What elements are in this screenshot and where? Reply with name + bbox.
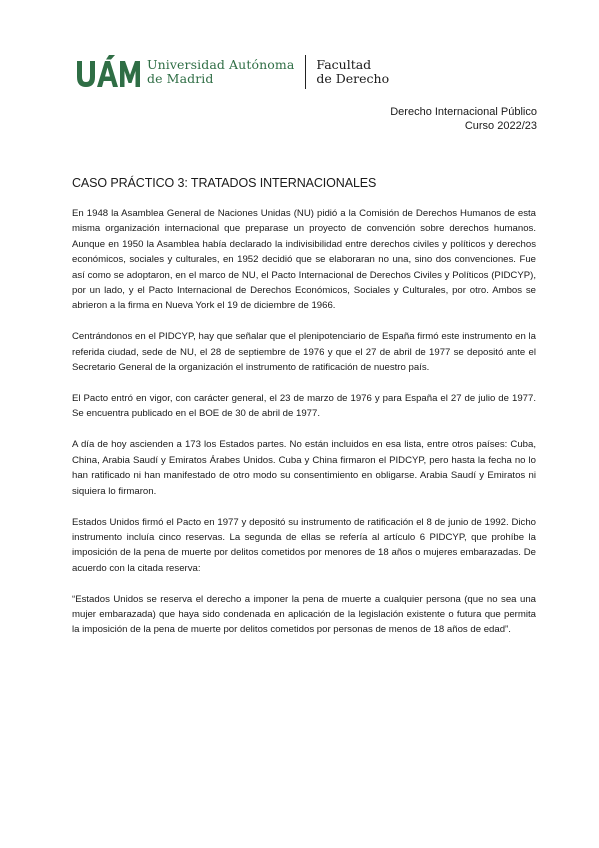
uam-logo-mark-icon: [75, 53, 141, 91]
paragraph-3: El Pacto entró en vigor, con carácter general, el 23 de marzo de 1976 y para España el 27 de julio de 1977. Se encuentra publicado en el BOE de 30 de abril de 1977.: [72, 393, 536, 420]
university-name: [147, 58, 294, 86]
university-name-line2: de Madrid: [147, 71, 214, 86]
paragraph-2: Centrándonos en el PIDCYP, hay que señalar que el plenipotenciario de España firmó este instrumento en la referida ciudad, sede de NU, el 28 de septiembre de 1976 y que el 27 de abril de 1977 se depositó ante el Secretario General de la organización el instrumento de ratificación de nuestro país.: [72, 331, 536, 374]
logo-divider: [305, 55, 306, 89]
faculty-name-line1: Facultad: [316, 57, 372, 72]
paragraph-5: Estados Unidos firmó el Pacto en 1977 y depositó su instrumento de ratificación el 8 de junio de 1992. Dicho instrumento incluía cinco reservas. La segunda de ellas se refería al artículo 6 PIDCYP, que prohíbe la imposición de la pena de muerte por delitos cometidos por menores de 18 años o mujeres embarazadas. De acuerdo con la citada reserva:: [72, 516, 536, 574]
page-title: CASO PRÁCTICO 3: TRATADOS INTERNACIONALES: [72, 176, 377, 190]
university-name-line1: Universidad Autónoma: [147, 57, 295, 72]
faculty-name: [316, 58, 389, 86]
uam-logo-icon: [75, 53, 141, 91]
faculty-name-line2: de Derecho: [316, 71, 390, 86]
paragraph-6-quote: “Estados Unidos se reserva el derecho a imponer la pena de muerte a cualquier persona (que no sea una mujer embarazada) que haya sido condenada en aplicación de la legislación existente o futura que permita la imposición de la pena de muerte por delitos cometidos por personas de menos de 18 años de edad”.: [72, 593, 536, 636]
course-subject: Derecho Internacional Público: [390, 106, 537, 118]
document-body: [72, 206, 536, 653]
paragraph-4: A día de hoy ascienden a 173 los Estados partes. No están incluidos en esa lista, entre otros países: Cuba, China, Arabia Saudí y Emiratos Árabes Unidos. Cuba y China firmaron el PIDCYP, pero hasta la fecha no lo han ratificado ni han manifestado de otro modo su consentimiento en obligarse. Arabia Saudí y Emiratos ni siquiera lo firmaron.: [72, 439, 536, 497]
course-info: [390, 105, 537, 133]
paragraph-1: En 1948 la Asamblea General de Naciones Unidas (NU) pidió a la Comisión de Derechos Humanos de esta misma organización internacional que preparase un proyecto de convención sobre derechos humanos. Aunque en 1950 la Asamblea había declarado la indivisibilidad entre derechos civiles y políticos y derechos económicos, sociales y culturales, en 1952 decidió que se elaboraran no una, sino dos convenciones. Fue así como se adoptaron, en el marco de NU, el Pacto Internacional de Derechos Civiles y Políticos (PIDCYP), por un lado, y el Pacto Internacional de Derechos Económicos, Sociales y Culturales, por otro. Ambos se abrieron a la firma en Nueva York el 19 de diciembre de 1966.: [72, 208, 536, 312]
course-year: Curso 2022/23: [464, 120, 537, 132]
header-logo: [75, 52, 389, 92]
